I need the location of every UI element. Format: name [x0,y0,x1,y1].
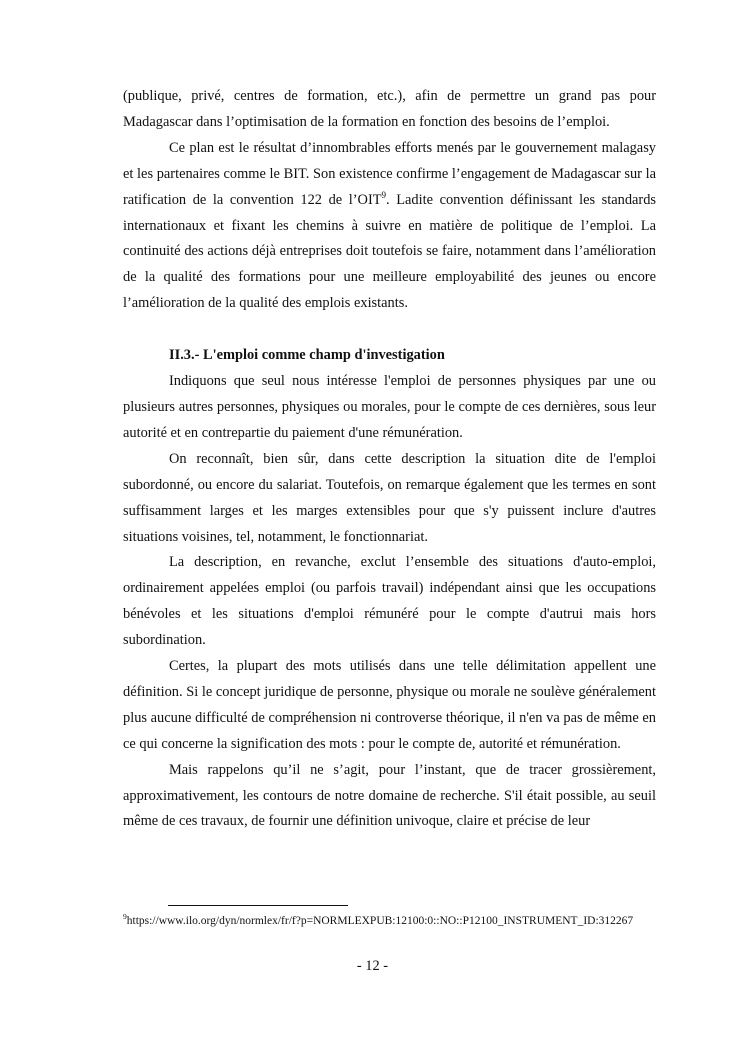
section-heading: II.3.- L'emploi comme champ d'investigation [169,347,445,364]
footnote-reference[interactable]: 9 [381,189,387,200]
footnote-separator [168,905,348,906]
paragraph-text: Ce plan est le résultat d’innombrables efforts menés par le gouvernement malagasy et les partenaires comme le BIT. Son existence confirme l’engagement de Madagascar sur la ratification de la convention 122 de l’OIT [123,139,656,208]
footnote-link[interactable]: https://www.ilo.org/dyn/normlex/fr/f?p=NORMLEXPUB:12100:0::NO::P12100_INSTRUMENT_ID:312267 [126,915,634,927]
paragraph: On reconnaît, bien sûr, dans cette description la situation dite de l'emploi subordonné, ou encore du salariat. Toutefois, on remarque également que les termes en sont suffisamment larges et les marges extensibles pour que s'y puissent inclure d'autres situations voisines, tel, notamment, le fonctionnariat. [123,450,656,545]
paragraph: Mais rappelons qu’il ne s’agit, pour l’instant, que de tracer grossièrement, approximativement, les contours de notre domaine de recherche. S'il était possible, au seuil même de ces travaux, de fournir une définition univoque, claire et précise de leur [123,761,656,830]
paragraph-plan [123,136,656,317]
paragraph: La description, en revanche, exclut l’ensemble des situations d'auto-emploi, ordinairement appelées emploi (ou parfois travail) indépendant ainsi que les occupations bénévoles et les situations d'emploi rémunéré pour le compte d'autrui mais hors subordination. [123,554,656,649]
body-text [123,84,656,835]
footnote-number: 9 [123,912,127,922]
paragraph: Certes, la plupart des mots utilisés dans une telle délimitation appellent une définition. Si le concept juridique de personne, physique ou morale ne soulève généralement plus aucune difficulté de compréhension ni controverse théorique, il n'en va pas de même en ce qui concerne la signification des mots : pour le compte de, autorité et rémunération. [123,658,656,752]
paragraph: Indiquons que seul nous intéresse l'emploi de personnes physiques par une ou plusieurs autres personnes, physiques ou morales, pour le compte de ces dernières, sous leur autorité et en contrepartie du paiement d'une rémunération. [123,373,656,441]
paragraph-text: . Ladite convention définissant les standards internationaux et fixant les chemins à suivre en matière de politique de l’emploi. La continuité des actions déjà entreprises doit toutefois se faire, notamment dans l’amélioration de la qualité des formations pour une meilleure employabilité des jeunes ou encore l’amélioration de la qualité des emplois existants. [123,191,656,312]
paragraph-continuation: (publique, privé, centres de formation, etc.), afin de permettre un grand pas pour Madagascar dans l’optimisation de la formation en fonction des besoins de l’emploi. [123,88,656,130]
footnote [123,910,658,932]
page-number: - 12 - [356,958,389,974]
